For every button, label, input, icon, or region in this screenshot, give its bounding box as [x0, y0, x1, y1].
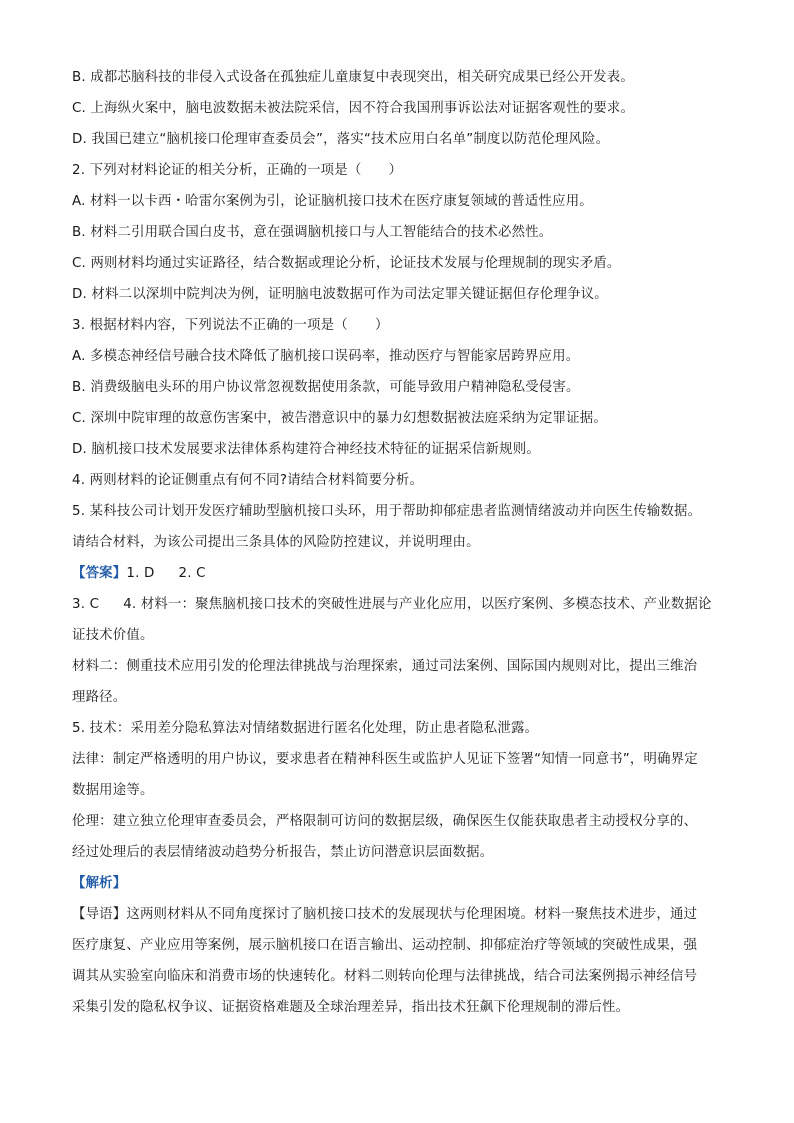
- q1-option-b: B. 成都芯脑科技的非侵入式设备在孤独症儿童康复中表现突出，相关研究成果已经公开发表。: [72, 70, 634, 85]
- answer-4-material2-line-2: 理路径。: [72, 690, 127, 705]
- q2-option-c: C. 两则材料均通过实证路径，结合数据或理论分析，论证技术发展与伦理规制的现实矛盾。: [72, 256, 621, 271]
- guide-line-1: [72, 899, 728, 930]
- document-page: [72, 62, 728, 1023]
- answer-3-4-line: [72, 589, 728, 620]
- answer-4-cont: 证技术价值。: [72, 628, 154, 643]
- analysis-label-line: [72, 868, 728, 899]
- answer-4-material2-line-1: 材料二：侧重技术应用引发的伦理法律挑战与治理探索，通过司法案例、国际国内规则对比，提出三维治: [72, 659, 698, 674]
- answer-label: 【答案】: [72, 566, 127, 581]
- q2-option-b: B. 材料二引用联合国白皮书，意在强调脑机接口与人工智能结合的技术必然性。: [72, 225, 553, 240]
- answer-5-law-line-1: 法律：制定严格透明的用户协议，要求患者在精神科医生或监护人见证下签署“知情一同意书”，明确界定: [72, 752, 698, 767]
- q3-option-c: C. 深圳中院审理的故意伤害案中，被告潜意识中的暴力幻想数据被法庭采纳为定罪证据。: [72, 411, 607, 426]
- answer-2: 2. C: [178, 566, 206, 581]
- q3-option-d: D. 脑机接口技术发展要求法律体系构建符合神经技术特征的证据采信新规则。: [72, 442, 540, 457]
- guide-line-2: 医疗康复、产业应用等案例，展示脑机接口在语言输出、运动控制、抑郁症治疗等领域的突破性成果，强: [72, 938, 698, 953]
- guide-label: 【导语】: [72, 907, 127, 922]
- answer-1: 1. D: [126, 566, 155, 581]
- q3-stem: 3. 根据材料内容，下列说法不正确的一项是（ ）: [72, 318, 389, 333]
- guide-text-1: 这两则材料从不同角度探讨了脑机接口技术的发展现状与伦理困境。材料一聚焦技术进步，通过: [126, 907, 698, 922]
- q5-stem-line-2: 请结合材料，为该公司提出三条具体的风险防控建议，并说明理由。: [72, 535, 480, 550]
- answer-4-head: 4. 材料一：聚焦脑机接口技术的突破性进展与产业化应用，以医疗案例、多模态技术、产业数据论: [123, 597, 712, 612]
- q1-option-c: C. 上海纵火案中，脑电波数据未被法院采信，因不符合我国刑事诉讼法对证据客观性的要求。: [72, 101, 635, 116]
- answer-5-tech: 5. 技术：采用差分隐私算法对情绪数据进行匿名化处理，防止患者隐私泄露。: [72, 721, 539, 736]
- q2-option-a: A. 材料一以卡西・哈雷尔案例为引，论证脑机接口技术在医疗康复领域的普适性应用。: [72, 194, 593, 209]
- answer-line: [72, 558, 728, 589]
- q2-option-d: D. 材料二以深圳中院判决为例，证明脑电波数据可作为司法定罪关键证据但存伦理争议。: [72, 287, 608, 302]
- q5-stem-line-1: 5. 某科技公司计划开发医疗辅助型脑机接口头环，用于帮助抑郁症患者监测情绪波动并向医生传输数据。: [72, 504, 702, 519]
- q2-stem: 2. 下列对材料论证的相关分析，正确的一项是（ ）: [72, 163, 403, 178]
- answer-5-ethics-line-2: 经过处理后的表层情绪波动趋势分析报告，禁止访问潜意识层面数据。: [72, 845, 494, 860]
- q4-stem: 4. 两则材料的论证侧重点有何不同?请结合材料简要分析。: [72, 473, 424, 488]
- answer-5-ethics-line-1: 伦理：建立独立伦理审查委员会，严格限制可访问的数据层级，确保医生仅能获取患者主动授权分享的、: [72, 814, 698, 829]
- q3-option-a: A. 多模态神经信号融合技术降低了脑机接口误码率，推动医疗与智能家居跨界应用。: [72, 349, 580, 364]
- q3-option-b: B. 消费级脑电头环的用户协议常忽视数据使用条款，可能导致用户精神隐私受侵害。: [72, 380, 580, 395]
- q1-option-d: D. 我国已建立“脑机接口伦理审查委员会”，落实“技术应用白名单”制度以防范伦理风险。: [72, 132, 610, 147]
- guide-line-3: 调其从实验室向临床和消费市场的快速转化。材料二则转向伦理与法律挑战，结合司法案例揭示神经信号: [72, 969, 698, 984]
- answer-3: 3. C: [72, 597, 100, 612]
- answer-5-law-line-2: 数据用途等。: [72, 783, 154, 798]
- analysis-label: 【解析】: [72, 876, 127, 891]
- guide-line-4: 采集引发的隐私权争议、证据资格难题及全球治理差异，指出技术狂飙下伦理规制的滞后性。: [72, 1000, 630, 1015]
